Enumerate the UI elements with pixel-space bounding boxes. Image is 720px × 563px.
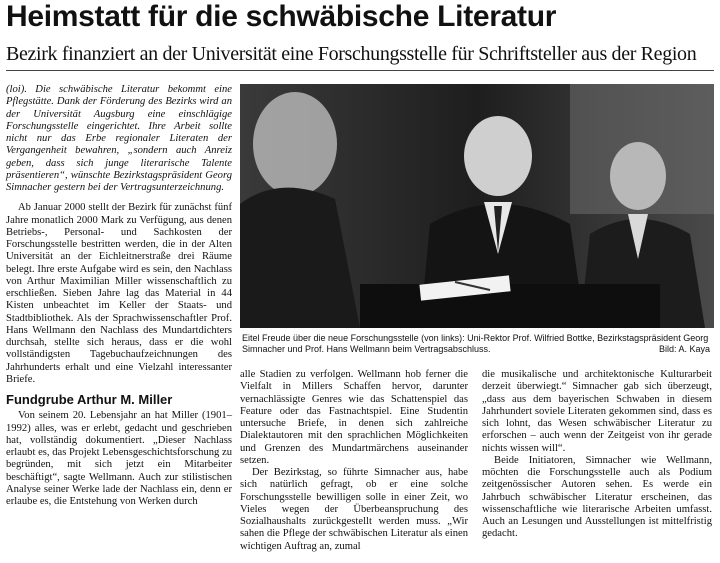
photo-illustration [240,84,714,328]
body-paragraph: Ab Januar 2000 stellt der Bezirk für zunächst fünf Jahre monatlich 2000 Mark zu Verfügung, aus denen Betriebs-, Personal- und Sachkosten der Forschungsstelle bestritten werden, die in der Alten Universität an der Eichleitnerstraße drei Räume belegt. Ihre erste Aufgabe wird es sein, den Nachlass von Arthur Maximilian Miller wissenschaftlich zu erschließen. Sieben Jahre lag das Material in 44 Kisten unbeachtet im Keller der Staats- und Stadtbibliothek. Als der Sprachwissenschaftler Prof. Hans Wellmann den Nachlass des Mundartdichters durchsah, stellte sich heraus, dass er die wohl vollständigsten Tagebuchaufzeichnungen des Jahrhunderts erhalt und eine Vielzahl interessanter Briefe. [6,202,232,385]
column-1 [6,84,232,508]
article-photo [240,84,714,328]
body-paragraph: die musikalische und architektonische Kulturarbeit derzeit überwiegt.“ Simnacher gab sich überzeugt, „dass aus dem bayerischen Schwaben in diesem Jahrhundert soviele Literaten gekommen sind, dass es sich lohnt, das Wesen schwäbischer Literatur zu erforschen – auch wenn der Zeitgeist von ihr gerade nichts wissen will“. [482,369,712,454]
photo-credit: Bild: A. Kaya [658,344,710,354]
subheadline: Bezirk finanziert an der Universität eine Forschungsstelle für Schriftsteller aus der Region [6,43,697,65]
headline: Heimstatt für die schwäbische Literatur [6,0,557,33]
headline-rule [6,70,714,71]
column-2 [240,369,468,553]
body-paragraph: Der Bezirkstag, so führte Simnacher aus, habe sich natürlich gefragt, ob er eine solche Forschungsstelle bewilligen solle in einer Zeit, wo Vieles wegen der Überbeanspruchung des Sozialhaushalts zurückgestellt werden muss. „Wir sahen die Pflege der schwäbischen Literatur als einen wichtigen Auftrag an, zumal [240,467,468,552]
subheading: Fundgrube Arthur M. Miller [6,392,173,407]
lead-paragraph: (loi). Die schwäbische Literatur bekommt eine Pflegstätte. Dank der Förderung des Bezirks wird an der Universität Augsburg eine einschlägige Forschungsstelle eingerichtet. Ihre Arbeit sollte nicht nur das Erbe regionaler Literaten der Vergangenheit bewahren, „sondern auch Anreiz geben, dass sich junge literarische Talente präsentieren“, wünschte Bezirkstagspräsident Georg Simnacher gestern bei der Vertragsunterzeichnung. [6,84,232,193]
photo-caption [242,333,712,355]
column-3 [482,369,712,541]
body-paragraph: Beide Initiatoren, Simnacher wie Wellmann, möchten die Forschungsstelle auch als Podium zeitgenössischer Autoren sehen. Es werde ein Jahrbuch schwäbischer Literatur erscheinen, das wissenschaftliche wie literarische Arbeiten umfasst. Auch an Lesungen und Ausstellungen ist mittelfristig gedacht. [482,454,712,540]
caption-text: Eitel Freude über die neue Forschungsstelle (von links): Uni-Rektor Prof. Wilfried Bottke, Bezirkstagspräsident Georg Simnacher und Prof. Hans Wellmann beim Vertragsabschluss. [242,333,709,354]
body-paragraph: alle Stadien zu verfolgen. Wellmann hob ferner die Vielfalt in Millers Schaffen hervor, darunter vernachlässigte Genres wie das Schattenspiel das Feature oder das Fastnachtspiel. Eine Studentin untersuche Briefe, in denen sich zahlreiche Dialektautoren mit den sprachlichen Möglichkeiten und Grenzen des Mundartmärchens auseinander setzen. [240,369,468,466]
body-paragraph: Von seinem 20. Lebensjahr an hat Miller (1901–1992) alles, was er erlebt, gedacht und geschrieben hat, vollständig dokumentiert. „Dieser Nachlass erlaubt es, das Projekt Lebensgeschichtsforschung zu begründen, mit sich jetzt ein Mitarbeiter beschäftigt“, sagte Wellmann. Auch zur stilistischen Analyse seiner Werke lade der Nachlass ein, denn er erlaube es, die Entstehung von Werken durch [6,410,232,507]
